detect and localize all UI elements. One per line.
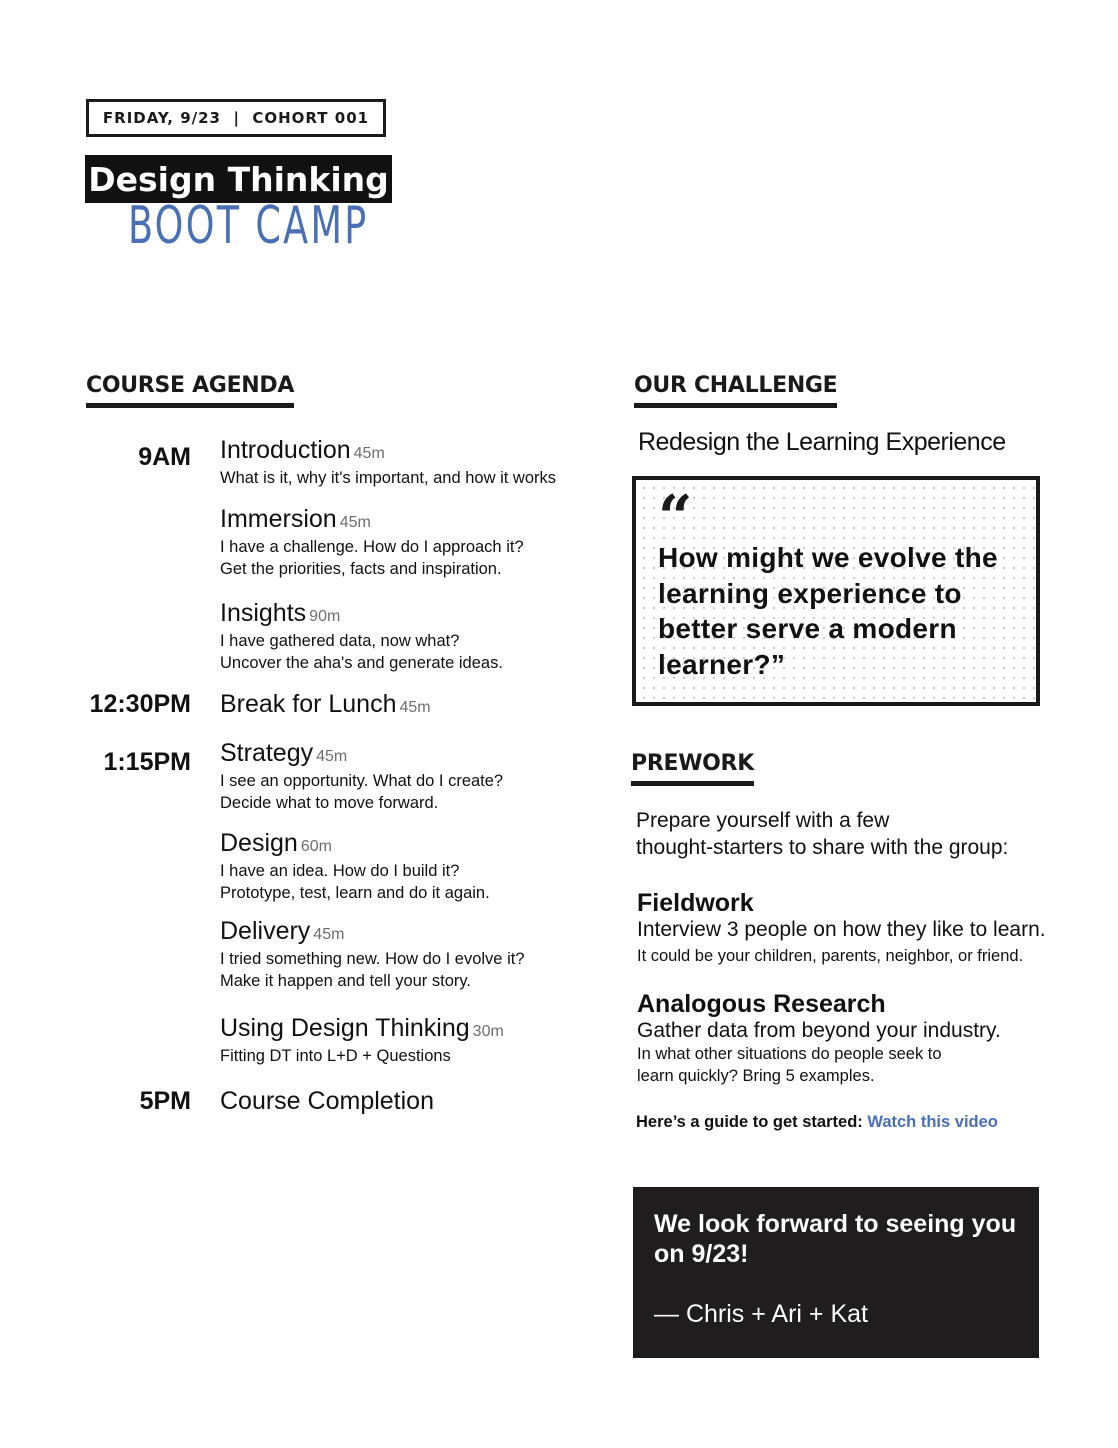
item-description: Get the priorities, facts and inspiration. xyxy=(220,560,502,578)
agenda-item-lunch xyxy=(220,691,431,721)
time-label: 5PM xyxy=(139,1087,191,1115)
fieldwork-title: Fieldwork xyxy=(637,889,754,917)
item-description: I have gathered data, now what? xyxy=(220,632,460,650)
item-title: Using Design Thinking xyxy=(220,1014,470,1042)
closing-message: We look forward to seeing you on 9/23! xyxy=(654,1210,1017,1268)
page-title: Design Thinking xyxy=(85,155,392,203)
fieldwork-detail: It could be your children, parents, neighbor, or friend. xyxy=(637,947,1024,965)
research-detail: In what other situations do people seek to xyxy=(637,1045,942,1063)
agenda-item-completion xyxy=(220,1088,434,1114)
research-title: Analogous Research xyxy=(637,990,886,1018)
prework-fieldwork xyxy=(637,889,1046,967)
fieldwork-line: Interview 3 people on how they like to learn. xyxy=(637,918,1046,941)
item-duration: 90m xyxy=(309,608,341,625)
challenge-quote-box xyxy=(632,476,1040,706)
time-label: 9AM xyxy=(138,443,191,471)
guide-label: Here’s a guide to get started: xyxy=(636,1113,863,1131)
agenda-item-strategy xyxy=(220,740,503,814)
prework-heading: PREWORK xyxy=(631,751,754,786)
item-description: What is it, why it's important, and how it works xyxy=(220,469,557,487)
item-description: I see an opportunity. What do I create? xyxy=(220,772,504,790)
closing-message-box xyxy=(633,1187,1039,1358)
item-title: Immersion xyxy=(220,505,337,533)
item-duration: 60m xyxy=(300,838,332,855)
item-title: Introduction xyxy=(220,436,351,464)
item-description: I have a challenge. How do I approach it? xyxy=(220,538,524,556)
item-title: Insights xyxy=(220,599,307,627)
challenge-heading: OUR CHALLENGE xyxy=(634,373,837,408)
agenda-item-delivery xyxy=(220,918,525,992)
item-description: Fitting DT into L+D + Questions xyxy=(220,1047,451,1065)
research-detail: learn quickly? Bring 5 examples. xyxy=(637,1067,875,1085)
item-title: Strategy xyxy=(220,739,314,767)
item-duration: 45m xyxy=(339,514,371,531)
agenda-item-using-dt xyxy=(220,1015,504,1067)
item-duration: 45m xyxy=(353,445,385,462)
item-description: Make it happen and tell your story. xyxy=(220,972,471,990)
challenge-subtitle: Redesign the Learning Experience xyxy=(638,428,1006,456)
time-label: 1:15PM xyxy=(103,748,191,776)
item-duration: 45m xyxy=(313,926,345,943)
item-title: Delivery xyxy=(220,917,311,945)
agenda-item-insights xyxy=(220,600,503,674)
item-duration: 45m xyxy=(399,699,431,716)
item-title: Break for Lunch xyxy=(220,690,397,718)
agenda-item-immersion xyxy=(220,506,524,580)
item-description: I tried something new. How do I evolve it? xyxy=(220,950,525,968)
date-cohort-badge: FRIDAY, 9/23 | COHORT 001 xyxy=(86,99,386,137)
item-duration: 45m xyxy=(316,748,348,765)
watch-video-link[interactable]: Watch this video xyxy=(867,1113,998,1131)
agenda-item-introduction xyxy=(220,437,556,489)
item-duration: 30m xyxy=(472,1023,504,1040)
agenda-heading: COURSE AGENDA xyxy=(86,373,294,408)
signature: — Chris + Ari + Kat xyxy=(654,1300,868,1328)
item-title: Design xyxy=(220,829,298,857)
item-title: Course Completion xyxy=(220,1087,434,1115)
item-description: Decide what to move forward. xyxy=(220,794,439,812)
quote-mark-icon: “ xyxy=(658,483,693,553)
agenda-item-design xyxy=(220,830,490,904)
intro-line: Prepare yourself with a few xyxy=(636,809,890,832)
prework-intro xyxy=(636,807,1008,861)
research-line: Gather data from beyond your industry. xyxy=(637,1019,1001,1042)
prework-research xyxy=(637,990,1001,1087)
bootcamp-subtitle: BOOT CAMP xyxy=(128,196,369,256)
item-description: Prototype, test, learn and do it again. xyxy=(220,884,490,902)
time-label: 12:30PM xyxy=(89,690,191,718)
challenge-quote: How might we evolve the learning experience to better serve a modern learner?” xyxy=(658,542,998,680)
intro-line: thought-starters to share with the group: xyxy=(636,836,1009,859)
item-description: Uncover the aha's and generate ideas. xyxy=(220,654,503,672)
item-description: I have an idea. How do I build it? xyxy=(220,862,460,880)
guide-line xyxy=(636,1113,998,1132)
